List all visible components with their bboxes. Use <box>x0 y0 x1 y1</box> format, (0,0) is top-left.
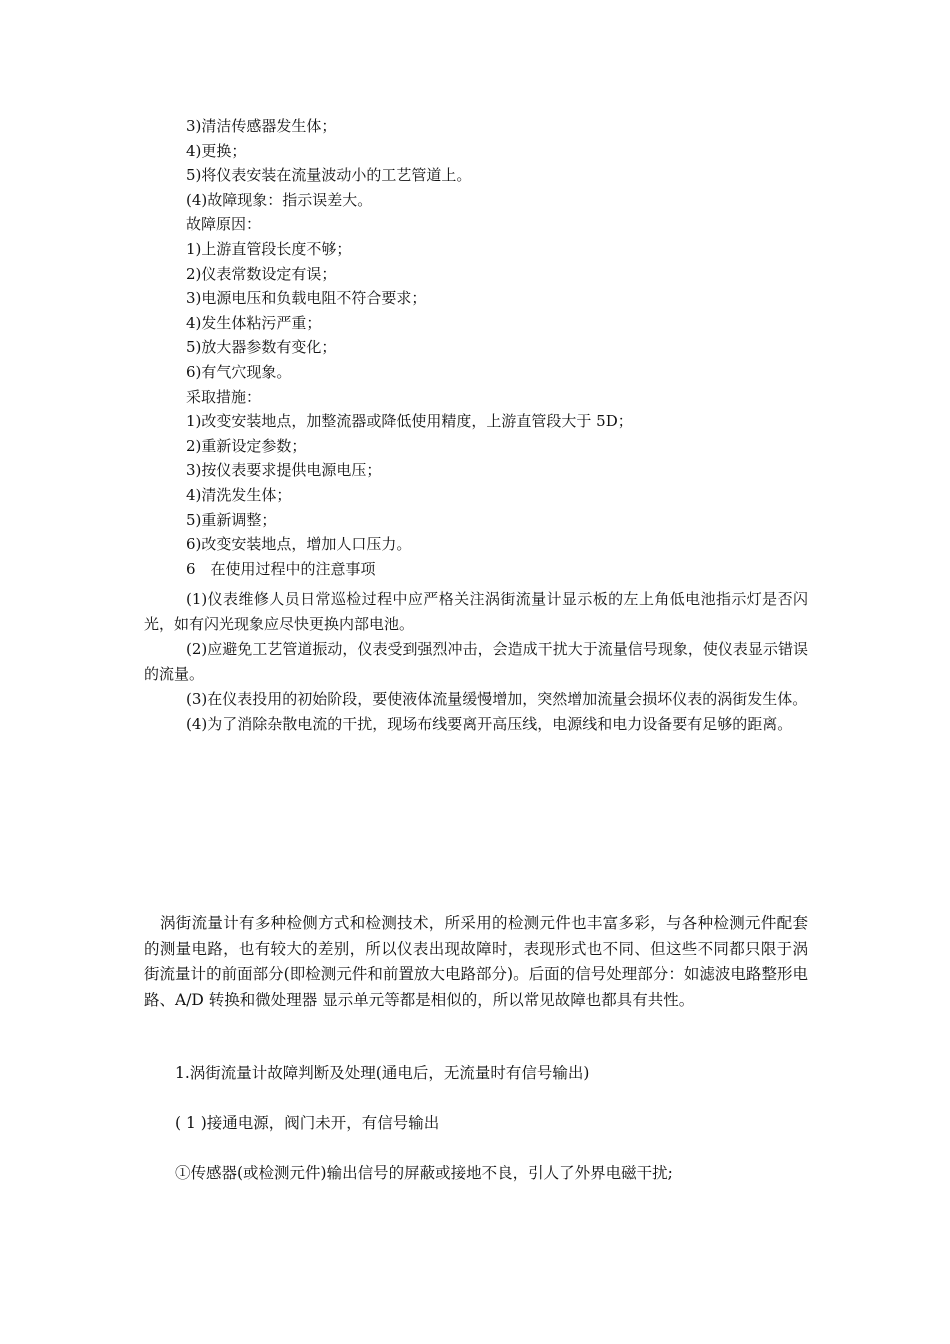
troubleshooting-list <box>186 114 826 581</box>
paragraph: (4)为了消除杂散电流的干扰，现场布线要离开高压线，电源线和电力设备要有足够的距离。 <box>186 715 793 733</box>
paragraph: (3)在仪表投用的初始阶段，要使液体流量缓慢增加，突然增加流量会损坏仪表的涡街发生体。 <box>186 690 808 708</box>
list-line: 4)发生体粘污严重； <box>186 313 322 332</box>
list-line: 6)改变安装地点，增加人口压力。 <box>186 535 412 554</box>
list-line: 2)仪表常数设定有误； <box>186 264 337 283</box>
list-line: 4)更换； <box>186 141 247 160</box>
intro-paragraph: 涡街流量计有多种检侧方式和检测技术，所采用的检测元件也丰富多彩，与各种检测元件配套的测量电路，也有较大的差别，所以仪表出现故障时，表现形式也不同、但这些不同都只限于涡街流量计的前面部分(即检测元件和前置放大电路部分)。后面的信号处理部分：如滤波电路整形电路、A/D 转换和微处理器 显示单元等都是相似的，所以常见故障也都具有共性。 <box>144 914 808 1009</box>
section-heading: 6 在使用过程中的注意事项 <box>186 559 376 578</box>
list-line: 1)改变安装地点，加整流器或降低使用精度，上游直管段大于 5D； <box>186 412 633 431</box>
list-line: 2)重新设定参数； <box>186 436 307 455</box>
list-line: 故障原因： <box>186 215 262 234</box>
intro-section <box>144 911 808 1013</box>
paragraph: (1)仪表维修人员日常巡检过程中应严格关注涡街流量计显示板的左上角低电池指示灯是否闪光，如有闪光现象应尽快更换内部电池。 <box>144 590 808 633</box>
list-line: 5)重新调整； <box>186 510 277 529</box>
list-line: 3)电源电压和负载电阻不符合要求； <box>186 289 427 308</box>
list-line: (4)故障现象：指示误差大。 <box>186 190 373 209</box>
paragraph: (2)应避免工艺管道振动，仪表受到强烈冲击，会造成干扰大于流量信号现象，使仪表显示错误的流量。 <box>144 640 808 683</box>
fault-subheading: ( 1 )接通电源，阀门未开，有信号输出 <box>175 1114 440 1132</box>
usage-notes <box>144 587 808 737</box>
fault-item: ①传感器(或检测元件)输出信号的屏蔽或接地不良，引人了外界电磁干扰; <box>175 1164 673 1182</box>
list-line: 5)放大器参数有变化； <box>186 338 337 357</box>
fault-heading: 1.涡街流量计故障判断及处理(通电后，无流量时有信号输出) <box>175 1064 590 1082</box>
list-line: 3)按仪表要求提供电源电压； <box>186 461 382 480</box>
list-line: 1)上游直管段长度不够； <box>186 239 352 258</box>
list-line: 6)有气穴现象。 <box>186 362 292 381</box>
list-line: 采取措施： <box>186 387 262 406</box>
list-line: 4)清洗发生体； <box>186 485 292 504</box>
list-line: 3)清洁传感器发生体； <box>186 117 337 135</box>
list-line: 5)将仪表安装在流量波动小的工艺管道上。 <box>186 166 472 185</box>
